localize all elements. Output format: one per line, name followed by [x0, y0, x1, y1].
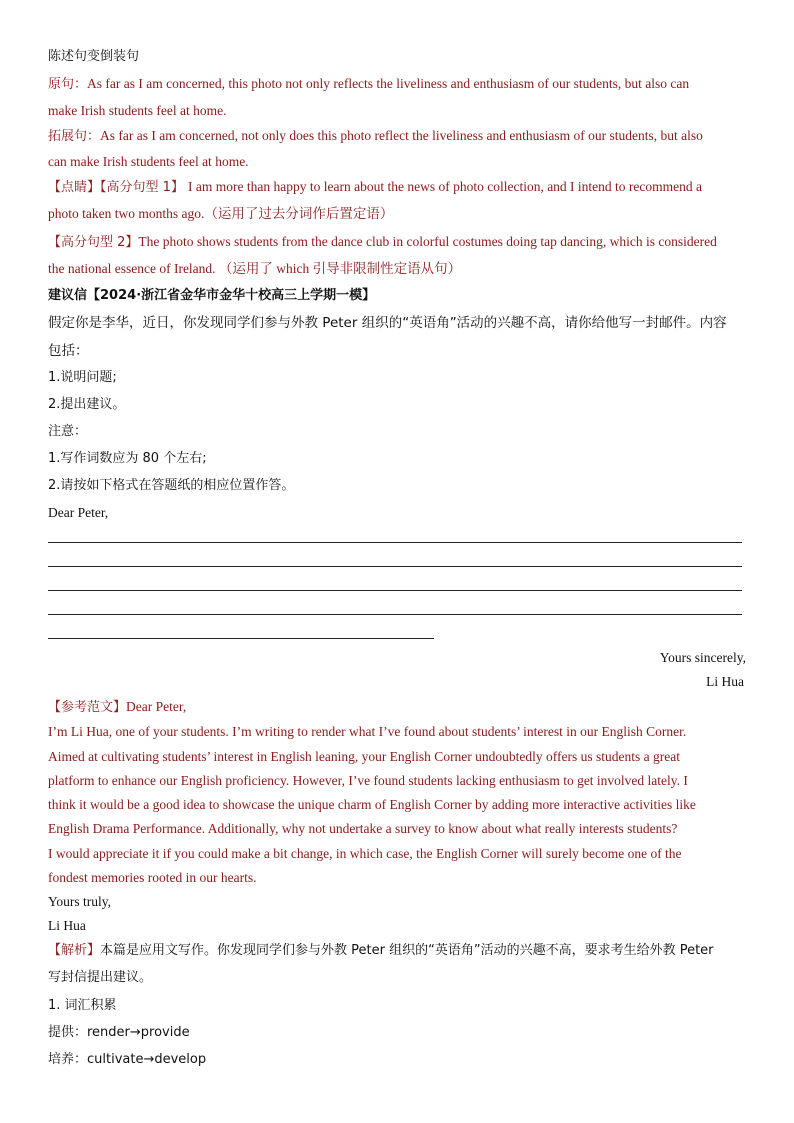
sample-line-5: English Drama Performance. Additionally, why not undertake a survey to know about what really interests students?	[48, 821, 678, 836]
task-item-2: 2.提出建议。	[48, 397, 126, 412]
expanded-sentence-line1: 拓展句：As far as I am concerned, not only does this photo reflect the liveliness and enthusiasm of our students, but also	[48, 128, 703, 144]
analysis-line1: 【解析】本篇是应用文写作。你发现同学们参与外教 Peter 组织的“英语角”活动的兴趣不高，要求考生给外教 Peter	[48, 943, 714, 958]
highlight2-tag: 【高分句型 2】	[48, 235, 139, 250]
task-source: 【2024·浙江省金华市金华十校高三上学期一模】	[87, 288, 376, 303]
sample-line-6: I would appreciate it if you could make a bit change, in which case, the English Corner will surely become one of the	[48, 846, 682, 861]
highlight1-tag: 【点睛】【高分句型 1】	[48, 180, 184, 195]
task-salutation: Dear Peter,	[48, 505, 109, 520]
note-2: 2.请按如下格式在答题纸的相应位置作答。	[48, 478, 295, 493]
answer-line-3	[48, 590, 742, 591]
analysis-line2: 写封信提出建议。	[48, 970, 153, 985]
vocab-title: 1. 词汇积累	[48, 998, 117, 1013]
task-label: 建议信	[48, 288, 88, 303]
sample-heading: 【参考范文】Dear Peter,	[48, 699, 187, 715]
analysis-tag: 【解析】	[48, 943, 101, 958]
sample-line-2: Aimed at cultivating students’ interest in English leaning, your English Corner undoubtedly offers us students a great	[48, 749, 681, 764]
answer-line-4	[48, 614, 742, 615]
original-sentence-line2: make Irish students feel at home.	[48, 103, 227, 118]
note-1: 1.写作词数应为 80 个左右;	[48, 451, 207, 466]
task-prompt-line2: 包括：	[48, 343, 89, 359]
section-title: 陈述句变倒装句	[48, 49, 140, 64]
highlight2-line2: the national essence of Ireland. （运用了 which 引导非限制性定语从句）	[48, 261, 462, 276]
expanded-sentence-line2: can make Irish students feel at home.	[48, 154, 249, 169]
task-prompt-line1: 假定你是李华，近日，你发现同学们参与外教 Peter 组织的“英语角”活动的兴趣不高，请你给他写一封邮件。内容	[48, 315, 727, 331]
highlight1-line2: photo taken two months ago.（运用了过去分词作后置定语）	[48, 206, 394, 221]
answer-line-5	[48, 638, 434, 639]
sample-line-4: think it would be a good idea to showcase the unique charm of English Corner by adding more interactive activities like	[48, 797, 696, 812]
vocab-item-1: 提供：render→provide	[48, 1025, 190, 1040]
sample-line-7: fondest memories rooted in our hearts.	[48, 870, 257, 885]
highlight1-line1: 【点睛】【高分句型 1】 I am more than happy to learn about the news of photo collection, and I intend to recommend a	[48, 179, 703, 195]
sample-signature: Li Hua	[48, 918, 86, 933]
original-sentence-line1: 原句：As far as I am concerned, this photo not only reflects the liveliness and enthusiasm of our students, but also can	[48, 76, 690, 92]
sample-closing: Yours truly,	[48, 894, 112, 909]
original-label: 原句：	[48, 77, 88, 92]
note-label: 注意：	[48, 424, 88, 439]
answer-line-2	[48, 566, 742, 567]
answer-line-1	[48, 542, 742, 543]
task-signature: Li Hua	[706, 674, 744, 689]
sample-line-1: I’m Li Hua, one of your students. I’m writing to render what I’ve found about students’ interest in our English Corner.	[48, 724, 687, 739]
sample-tag: 【参考范文】	[48, 700, 127, 715]
expanded-label: 拓展句：	[48, 129, 101, 144]
task-closing: Yours sincerely,	[659, 650, 746, 665]
task-item-1: 1.说明问题;	[48, 370, 117, 385]
highlight2-line1: 【高分句型 2】The photo shows students from the dance club in colorful costumes doing tap dancing, which is considered	[48, 234, 717, 250]
sample-line-3: platform to enhance our English proficiency. However, I’ve found students lacking enthusiasm to get involved lately. I	[48, 773, 688, 788]
task-heading	[48, 287, 375, 305]
vocab-item-2: 培养：cultivate→develop	[48, 1052, 207, 1067]
